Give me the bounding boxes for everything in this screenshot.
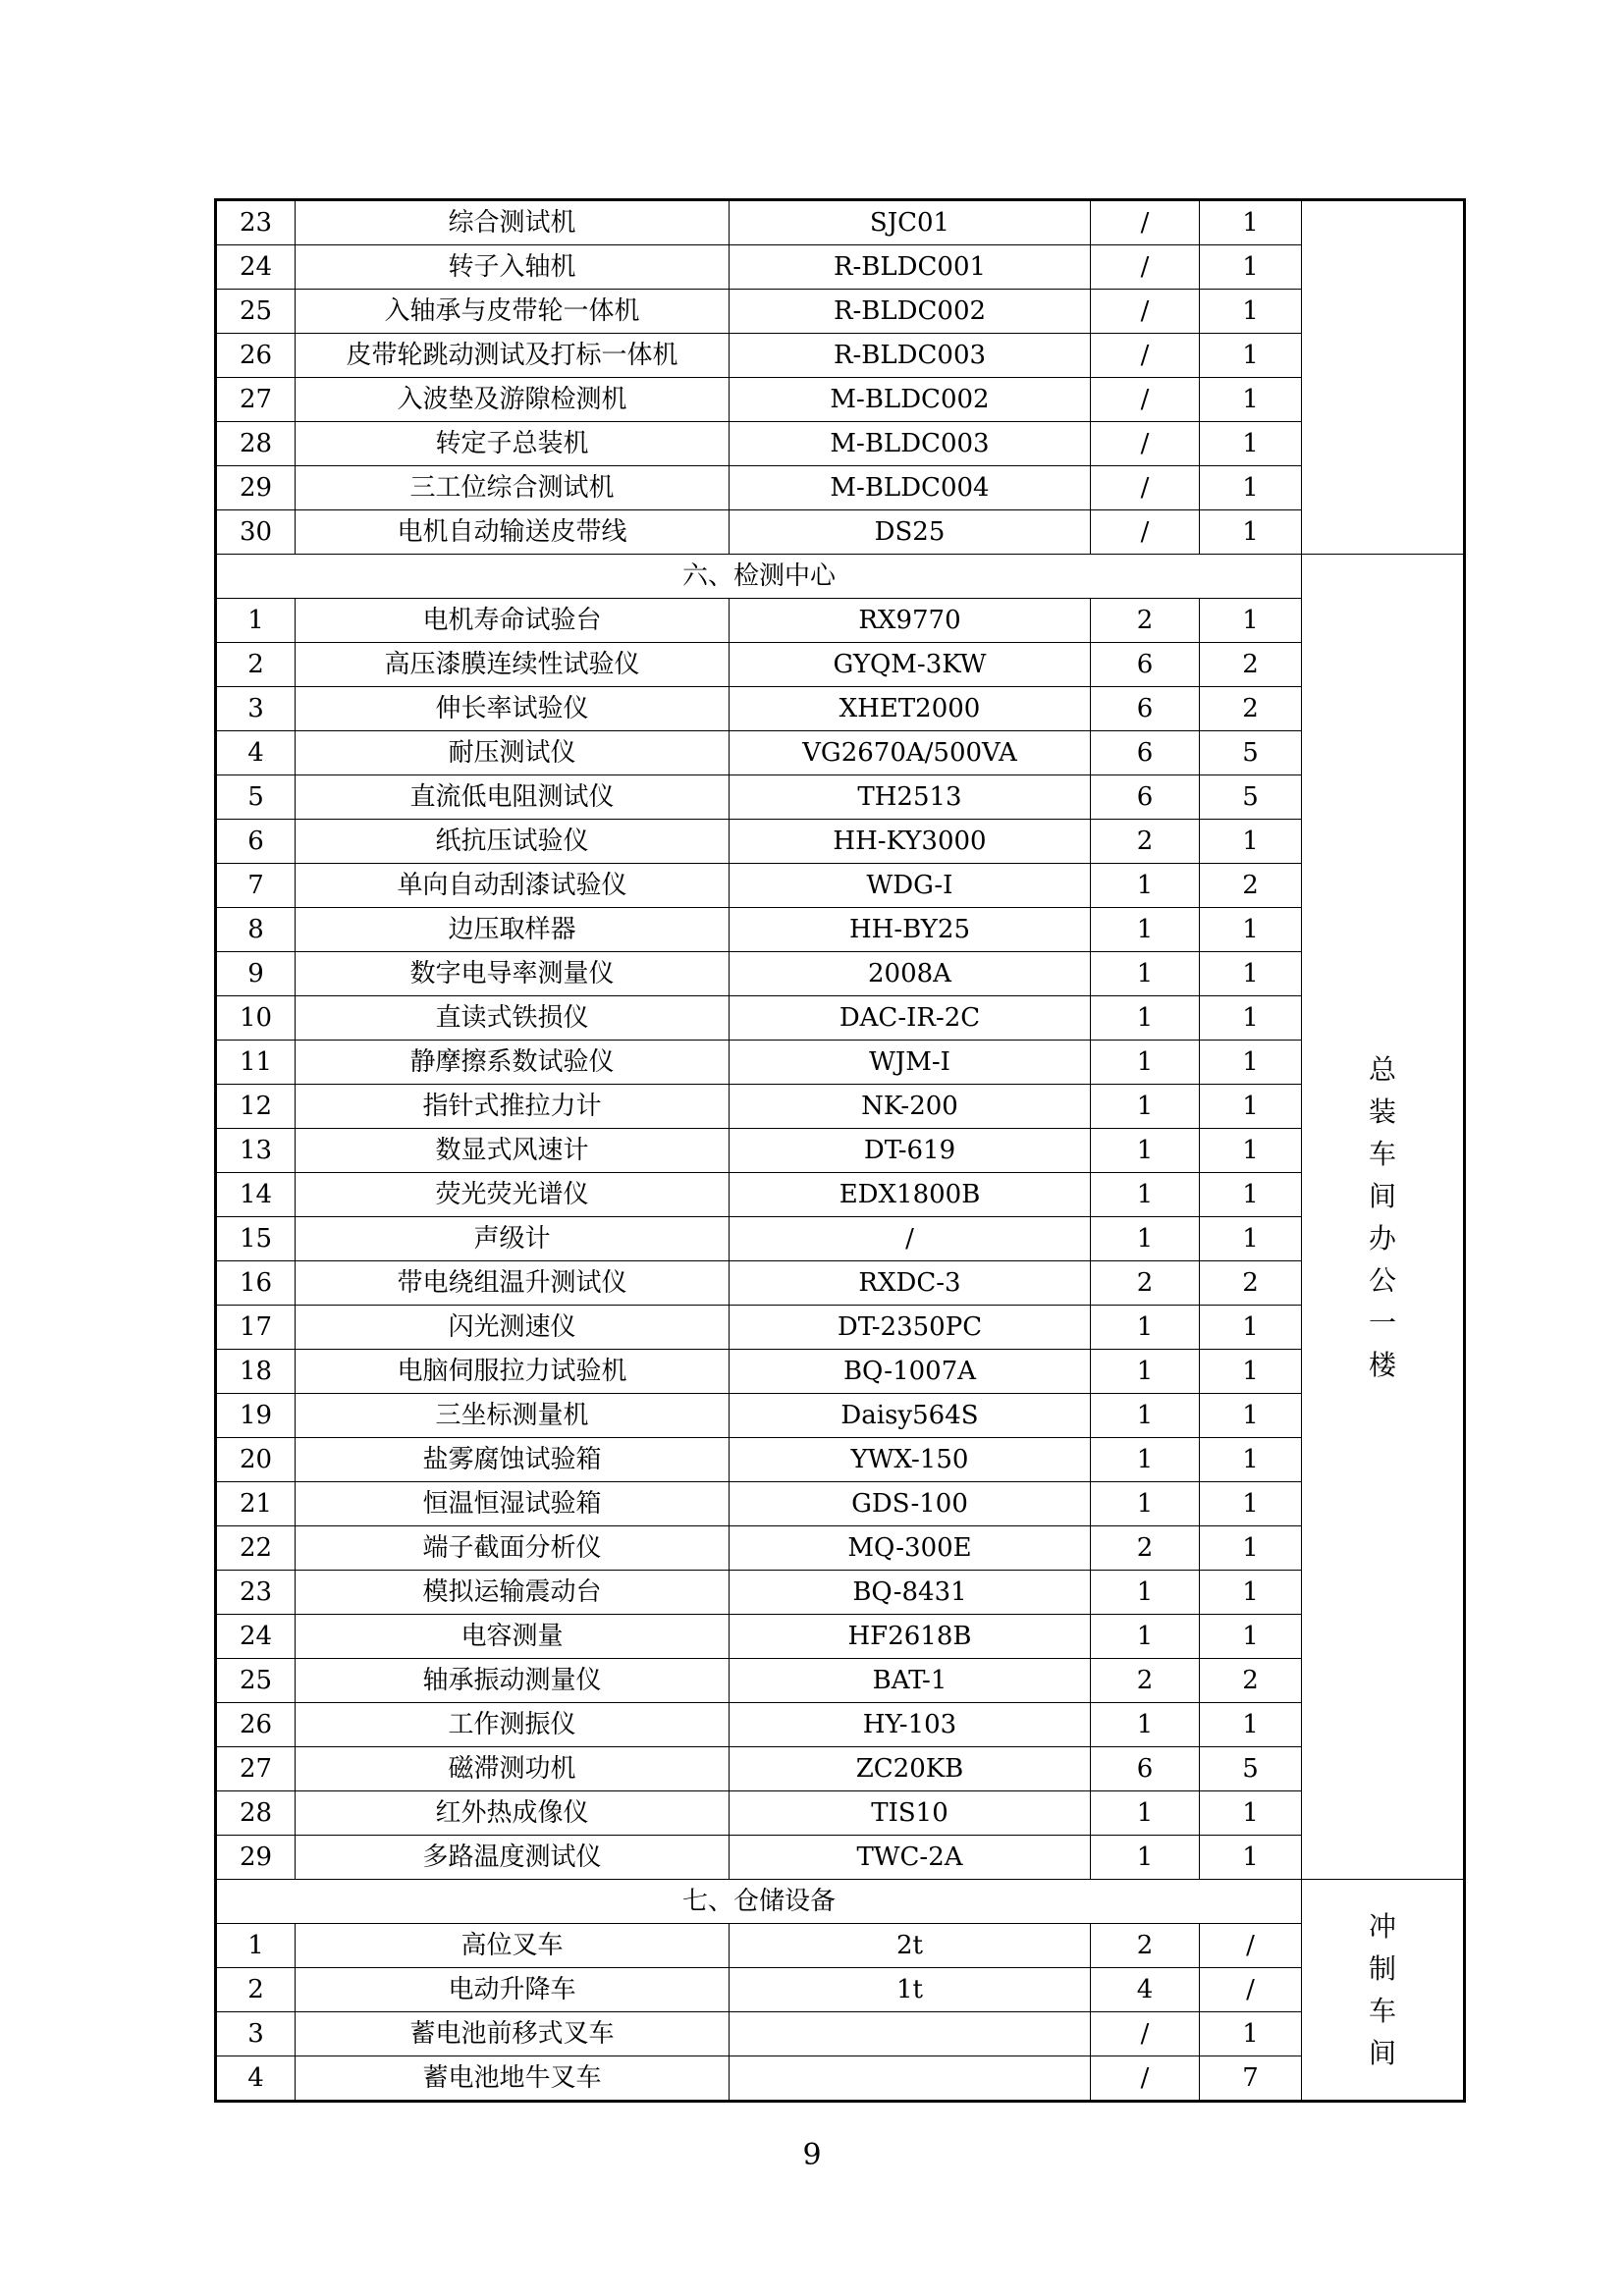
model-number: R-BLDC001 <box>730 245 1091 290</box>
row-number: 27 <box>216 1747 296 1791</box>
table-row <box>216 1438 1465 1482</box>
quantity-a: 1 <box>1091 1306 1200 1350</box>
section-heading: 六、检测中心 <box>216 555 1302 599</box>
table-row <box>216 2012 1465 2056</box>
table-row <box>216 1350 1465 1394</box>
quantity-b: 1 <box>1200 996 1302 1041</box>
quantity-a: / <box>1091 334 1200 378</box>
model-number: 2t <box>730 1924 1091 1968</box>
equipment-name: 电脑伺服拉力试验机 <box>296 1350 730 1394</box>
equipment-name: 声级计 <box>296 1217 730 1261</box>
quantity-a: 6 <box>1091 643 1200 687</box>
table-row <box>216 1924 1465 1968</box>
quantity-a: / <box>1091 2056 1200 2102</box>
equipment-name: 轴承振动测量仪 <box>296 1659 730 1703</box>
model-number: EDX1800B <box>730 1173 1091 1217</box>
table-row <box>216 864 1465 908</box>
row-number: 4 <box>216 731 296 775</box>
quantity-a: 2 <box>1091 820 1200 864</box>
row-number: 5 <box>216 775 296 820</box>
quantity-b: 1 <box>1200 1615 1302 1659</box>
row-number: 26 <box>216 1703 296 1747</box>
equipment-name: 蓄电池前移式叉车 <box>296 2012 730 2056</box>
table-row <box>216 1615 1465 1659</box>
quantity-a: / <box>1091 378 1200 422</box>
row-number: 15 <box>216 1217 296 1261</box>
table-row <box>216 1261 1465 1306</box>
equipment-name: 恒温恒湿试验箱 <box>296 1482 730 1526</box>
equipment-name: 单向自动刮漆试验仪 <box>296 864 730 908</box>
location-cell <box>1302 555 1465 1880</box>
table-row <box>216 731 1465 775</box>
row-number: 14 <box>216 1173 296 1217</box>
model-number: R-BLDC002 <box>730 290 1091 334</box>
equipment-name: 工作测振仪 <box>296 1703 730 1747</box>
row-number: 2 <box>216 1968 296 2012</box>
quantity-b: 1 <box>1200 422 1302 466</box>
quantity-a: 1 <box>1091 1041 1200 1085</box>
equipment-name: 电容测量 <box>296 1615 730 1659</box>
location-cell <box>1302 1880 1465 2102</box>
quantity-b: 1 <box>1200 1791 1302 1836</box>
quantity-a: / <box>1091 510 1200 555</box>
model-number: WJM-I <box>730 1041 1091 1085</box>
row-number: 10 <box>216 996 296 1041</box>
quantity-a: 1 <box>1091 1791 1200 1836</box>
table-row <box>216 1526 1465 1571</box>
model-number: HH-BY25 <box>730 908 1091 952</box>
quantity-a: 6 <box>1091 731 1200 775</box>
table-row <box>216 466 1465 510</box>
table-row <box>216 1571 1465 1615</box>
quantity-b: 1 <box>1200 1438 1302 1482</box>
model-number: WDG-I <box>730 864 1091 908</box>
equipment-name: 伸长率试验仪 <box>296 687 730 731</box>
equipment-name: 转子入轴机 <box>296 245 730 290</box>
model-number: DT-619 <box>730 1129 1091 1173</box>
row-number: 24 <box>216 245 296 290</box>
page-number: 9 <box>802 2138 822 2172</box>
equipment-name: 皮带轮跳动测试及打标一体机 <box>296 334 730 378</box>
quantity-b: 1 <box>1200 1129 1302 1173</box>
model-number: HY-103 <box>730 1703 1091 1747</box>
quantity-a: / <box>1091 466 1200 510</box>
quantity-b: 5 <box>1200 731 1302 775</box>
equipment-name: 数字电导率测量仪 <box>296 952 730 996</box>
row-number: 9 <box>216 952 296 996</box>
quantity-b: 1 <box>1200 245 1302 290</box>
row-number: 8 <box>216 908 296 952</box>
table-row <box>216 687 1465 731</box>
table-row <box>216 1659 1465 1703</box>
model-number: TWC-2A <box>730 1836 1091 1880</box>
quantity-b: 1 <box>1200 1526 1302 1571</box>
row-number: 3 <box>216 2012 296 2056</box>
quantity-b: 2 <box>1200 643 1302 687</box>
table-row <box>216 775 1465 820</box>
equipment-table <box>214 198 1466 2103</box>
row-number: 29 <box>216 1836 296 1880</box>
model-number: NK-200 <box>730 1085 1091 1129</box>
quantity-b: 1 <box>1200 952 1302 996</box>
quantity-b: 1 <box>1200 908 1302 952</box>
equipment-name: 入波垫及游隙检测机 <box>296 378 730 422</box>
quantity-b: 1 <box>1200 820 1302 864</box>
quantity-a: / <box>1091 245 1200 290</box>
row-number: 1 <box>216 1924 296 1968</box>
quantity-a: 2 <box>1091 599 1200 643</box>
model-number: DT-2350PC <box>730 1306 1091 1350</box>
equipment-name: 高位叉车 <box>296 1924 730 1968</box>
equipment-name: 直流低电阻测试仪 <box>296 775 730 820</box>
equipment-name: 端子截面分析仪 <box>296 1526 730 1571</box>
row-number: 25 <box>216 290 296 334</box>
table-row <box>216 820 1465 864</box>
row-number: 29 <box>216 466 296 510</box>
equipment-name: 电机寿命试验台 <box>296 599 730 643</box>
table-row <box>216 1041 1465 1085</box>
quantity-b: 1 <box>1200 334 1302 378</box>
equipment-name: 电机自动输送皮带线 <box>296 510 730 555</box>
equipment-name: 边压取样器 <box>296 908 730 952</box>
quantity-a: 2 <box>1091 1261 1200 1306</box>
quantity-b: / <box>1200 1924 1302 1968</box>
table-row <box>216 1968 1465 2012</box>
model-number: 1t <box>730 1968 1091 2012</box>
quantity-a: 1 <box>1091 1438 1200 1482</box>
section-heading: 七、仓储设备 <box>216 1880 1302 1924</box>
model-number: XHET2000 <box>730 687 1091 731</box>
row-number: 19 <box>216 1394 296 1438</box>
row-number: 2 <box>216 643 296 687</box>
quantity-b: 5 <box>1200 1747 1302 1791</box>
model-number: YWX-150 <box>730 1438 1091 1482</box>
quantity-b: 2 <box>1200 687 1302 731</box>
quantity-a: 1 <box>1091 1350 1200 1394</box>
equipment-name: 红外热成像仪 <box>296 1791 730 1836</box>
quantity-b: 7 <box>1200 2056 1302 2102</box>
quantity-b: 1 <box>1200 1571 1302 1615</box>
quantity-a: 1 <box>1091 1615 1200 1659</box>
row-number: 4 <box>216 2056 296 2102</box>
model-number: BAT-1 <box>730 1659 1091 1703</box>
row-number: 28 <box>216 1791 296 1836</box>
quantity-a: 6 <box>1091 775 1200 820</box>
row-number: 20 <box>216 1438 296 1482</box>
model-number: GDS-100 <box>730 1482 1091 1526</box>
row-number: 28 <box>216 422 296 466</box>
table-row <box>216 1173 1465 1217</box>
table-row <box>216 1482 1465 1526</box>
model-number: M-BLDC003 <box>730 422 1091 466</box>
equipment-name: 静摩擦系数试验仪 <box>296 1041 730 1085</box>
row-number: 12 <box>216 1085 296 1129</box>
quantity-b: 1 <box>1200 1085 1302 1129</box>
table-row <box>216 334 1465 378</box>
model-number: ZC20KB <box>730 1747 1091 1791</box>
quantity-a: 1 <box>1091 1217 1200 1261</box>
model-number: R-BLDC003 <box>730 334 1091 378</box>
model-number: M-BLDC002 <box>730 378 1091 422</box>
model-number: DS25 <box>730 510 1091 555</box>
table-row <box>216 1129 1465 1173</box>
quantity-a: / <box>1091 2012 1200 2056</box>
quantity-b: 1 <box>1200 599 1302 643</box>
equipment-name: 数显式风速计 <box>296 1129 730 1173</box>
quantity-b: 1 <box>1200 1306 1302 1350</box>
table-row <box>216 200 1465 245</box>
row-number: 18 <box>216 1350 296 1394</box>
equipment-name: 磁滞测功机 <box>296 1747 730 1791</box>
section-heading-row <box>216 1880 1465 1924</box>
quantity-a: 1 <box>1091 1836 1200 1880</box>
model-number: / <box>730 1217 1091 1261</box>
row-number: 16 <box>216 1261 296 1306</box>
quantity-a: 1 <box>1091 952 1200 996</box>
quantity-b: 1 <box>1200 1173 1302 1217</box>
row-number: 3 <box>216 687 296 731</box>
table-row <box>216 290 1465 334</box>
quantity-b: 2 <box>1200 1659 1302 1703</box>
section-heading-row <box>216 555 1465 599</box>
model-number: VG2670A/500VA <box>730 731 1091 775</box>
model-number: MQ-300E <box>730 1526 1091 1571</box>
quantity-b: 2 <box>1200 1261 1302 1306</box>
row-number: 26 <box>216 334 296 378</box>
table-row <box>216 1085 1465 1129</box>
quantity-a: 4 <box>1091 1968 1200 2012</box>
quantity-a: 1 <box>1091 908 1200 952</box>
table-row <box>216 1703 1465 1747</box>
quantity-b: 5 <box>1200 775 1302 820</box>
quantity-a: / <box>1091 422 1200 466</box>
table-row <box>216 952 1465 996</box>
quantity-a: 2 <box>1091 1526 1200 1571</box>
equipment-name: 指针式推拉力计 <box>296 1085 730 1129</box>
row-number: 13 <box>216 1129 296 1173</box>
model-number: RXDC-3 <box>730 1261 1091 1306</box>
table-row <box>216 378 1465 422</box>
row-number: 1 <box>216 599 296 643</box>
model-number: M-BLDC004 <box>730 466 1091 510</box>
quantity-b: 1 <box>1200 2012 1302 2056</box>
quantity-a: 1 <box>1091 1085 1200 1129</box>
equipment-name: 多路温度测试仪 <box>296 1836 730 1880</box>
quantity-a: 2 <box>1091 1659 1200 1703</box>
table-row <box>216 245 1465 290</box>
equipment-name: 电动升降车 <box>296 1968 730 2012</box>
quantity-b: 1 <box>1200 510 1302 555</box>
equipment-name: 三坐标测量机 <box>296 1394 730 1438</box>
quantity-b: 1 <box>1200 1394 1302 1438</box>
row-number: 11 <box>216 1041 296 1085</box>
quantity-b: 2 <box>1200 864 1302 908</box>
model-number: DAC-IR-2C <box>730 996 1091 1041</box>
quantity-a: 1 <box>1091 1394 1200 1438</box>
quantity-b: 1 <box>1200 1041 1302 1085</box>
model-number <box>730 2012 1091 2056</box>
quantity-b: 1 <box>1200 466 1302 510</box>
model-number: RX9770 <box>730 599 1091 643</box>
row-number: 21 <box>216 1482 296 1526</box>
quantity-a: 6 <box>1091 1747 1200 1791</box>
quantity-a: 1 <box>1091 996 1200 1041</box>
row-number: 24 <box>216 1615 296 1659</box>
equipment-name: 荧光荧光谱仪 <box>296 1173 730 1217</box>
quantity-b: 1 <box>1200 1482 1302 1526</box>
model-number: HH-KY3000 <box>730 820 1091 864</box>
equipment-name: 高压漆膜连续性试验仪 <box>296 643 730 687</box>
table-row <box>216 2056 1465 2102</box>
model-number: TH2513 <box>730 775 1091 820</box>
table-row <box>216 422 1465 466</box>
model-number: Daisy564S <box>730 1394 1091 1438</box>
location-cell <box>1302 200 1465 555</box>
table-row <box>216 1217 1465 1261</box>
equipment-name: 带电绕组温升测试仪 <box>296 1261 730 1306</box>
table-row <box>216 1747 1465 1791</box>
model-number: GYQM-3KW <box>730 643 1091 687</box>
quantity-a: 1 <box>1091 1482 1200 1526</box>
quantity-a: 1 <box>1091 1571 1200 1615</box>
quantity-a: / <box>1091 290 1200 334</box>
table-row <box>216 996 1465 1041</box>
equipment-name: 综合测试机 <box>296 200 730 245</box>
row-number: 30 <box>216 510 296 555</box>
model-number: SJC01 <box>730 200 1091 245</box>
model-number: BQ-1007A <box>730 1350 1091 1394</box>
equipment-name: 纸抗压试验仪 <box>296 820 730 864</box>
equipment-name: 直读式铁损仪 <box>296 996 730 1041</box>
model-number: TIS10 <box>730 1791 1091 1836</box>
row-number: 25 <box>216 1659 296 1703</box>
equipment-name: 蓄电池地牛叉车 <box>296 2056 730 2102</box>
quantity-b: 1 <box>1200 1217 1302 1261</box>
row-number: 23 <box>216 200 296 245</box>
quantity-a: / <box>1091 200 1200 245</box>
quantity-b: 1 <box>1200 1836 1302 1880</box>
table-row <box>216 908 1465 952</box>
table-row <box>216 1306 1465 1350</box>
quantity-a: 1 <box>1091 1173 1200 1217</box>
model-number: BQ-8431 <box>730 1571 1091 1615</box>
row-number: 23 <box>216 1571 296 1615</box>
quantity-b: 1 <box>1200 290 1302 334</box>
quantity-a: 1 <box>1091 1703 1200 1747</box>
equipment-name: 耐压测试仪 <box>296 731 730 775</box>
location-text: 冲 制 车 间 <box>1368 1910 1396 2069</box>
quantity-a: 6 <box>1091 687 1200 731</box>
equipment-name: 闪光测速仪 <box>296 1306 730 1350</box>
row-number: 7 <box>216 864 296 908</box>
location-text: 总 装 车 间 办 公 一 楼 <box>1368 1052 1396 1381</box>
quantity-b: 1 <box>1200 1703 1302 1747</box>
quantity-a: 1 <box>1091 864 1200 908</box>
table-row <box>216 599 1465 643</box>
quantity-b: 1 <box>1200 378 1302 422</box>
equipment-name: 盐雾腐蚀试验箱 <box>296 1438 730 1482</box>
model-number <box>730 2056 1091 2102</box>
model-number: 2008A <box>730 952 1091 996</box>
quantity-b: / <box>1200 1968 1302 2012</box>
quantity-a: 1 <box>1091 1129 1200 1173</box>
model-number: HF2618B <box>730 1615 1091 1659</box>
equipment-name: 入轴承与皮带轮一体机 <box>296 290 730 334</box>
table-row <box>216 1836 1465 1880</box>
row-number: 6 <box>216 820 296 864</box>
row-number: 17 <box>216 1306 296 1350</box>
equipment-name: 转定子总装机 <box>296 422 730 466</box>
equipment-name: 三工位综合测试机 <box>296 466 730 510</box>
table-row <box>216 510 1465 555</box>
table-row <box>216 1791 1465 1836</box>
quantity-a: 2 <box>1091 1924 1200 1968</box>
table-row <box>216 643 1465 687</box>
row-number: 22 <box>216 1526 296 1571</box>
equipment-name: 模拟运输震动台 <box>296 1571 730 1615</box>
quantity-b: 1 <box>1200 1350 1302 1394</box>
quantity-b: 1 <box>1200 200 1302 245</box>
row-number: 27 <box>216 378 296 422</box>
table-row <box>216 1394 1465 1438</box>
